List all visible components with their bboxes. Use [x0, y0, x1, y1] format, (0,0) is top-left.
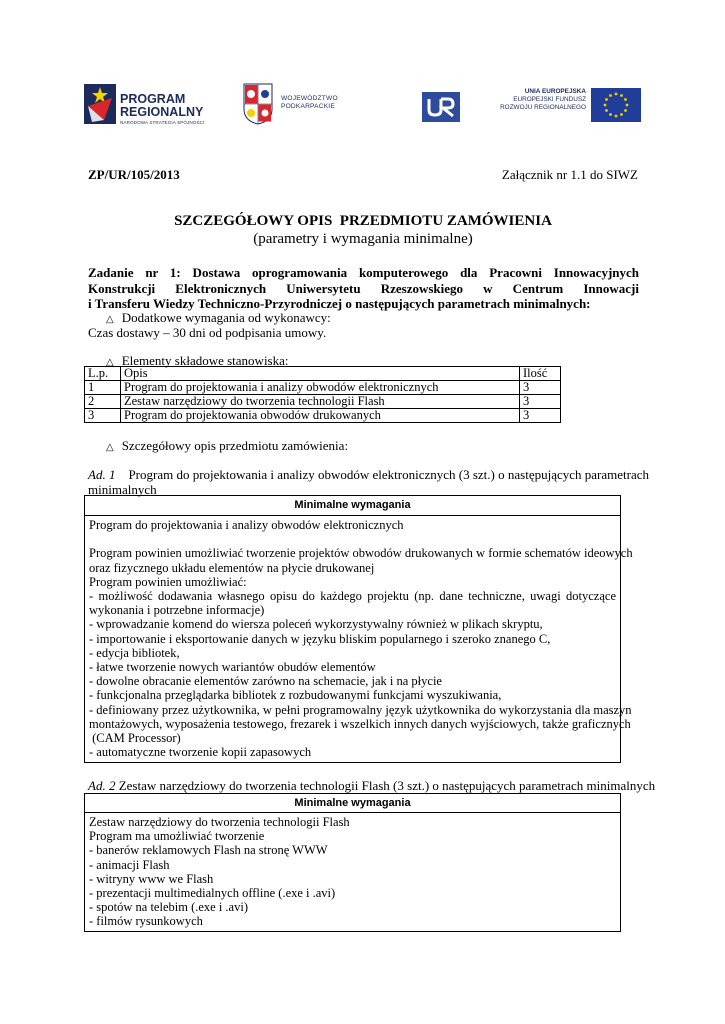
row-lp: 2	[85, 395, 121, 409]
program-logo-line2: REGIONALNY	[120, 105, 204, 119]
eu-flag-icon	[591, 88, 641, 122]
ad1-line: - funkcjonalna przeglądarka bibliotek z rozbudowanymi funkcjami wyszukiwania,	[89, 688, 502, 703]
ad1-box-title: Minimalne wymagania	[85, 496, 620, 516]
ad1-line: - edycja bibliotek,	[89, 645, 180, 660]
coat-of-arms-icon	[243, 83, 273, 125]
bullet-elements-text: Elementy składowe stanowiska:	[121, 353, 289, 368]
ad1-line: Program powinien umożliwiać:	[89, 574, 247, 589]
ad1-line: - wprowadzanie komend do wiersza poleceń wykorzystywalny również w plikach skryptu,	[89, 617, 543, 632]
row-ilosc: 3	[520, 381, 561, 395]
page-subtitle: (parametry i wymagania minimalne)	[253, 231, 473, 247]
col-lp-header: L.p.	[85, 367, 121, 381]
row-opis: Zestaw narzędziowy do tworzenia technologii Flash	[121, 395, 520, 409]
ad1-intro-text: Program do projektowania i analizy obwodów elektronicznych (3 szt.) o następujących parametrach	[128, 467, 649, 482]
ad2-line: - filmów rysunkowych	[89, 914, 203, 929]
ue-line3: ROZWOJU REGIONALNEGO	[500, 104, 586, 111]
ad2-line: Program ma umożliwiać tworzenie	[89, 829, 265, 844]
task-line2: Konstrukcji Elektronicznych Uniwersytetu Rzeszowskiego w Centrum Innowacji	[88, 280, 639, 296]
ad2-box-body	[85, 813, 620, 931]
ad2-line: - banerów reklamowych Flash na stronę WWW	[89, 843, 328, 858]
attachment-label: Załącznik nr 1.1 do SIWZ	[501, 167, 638, 182]
program-logo-line1: PROGRAM	[120, 92, 186, 106]
bullet-icon: △	[106, 314, 114, 325]
bullet-icon: △	[106, 357, 114, 368]
ad1-line: - dowolne obracanie elementów zarówno na schemacie, jak i na płycie	[89, 674, 442, 689]
wojewodztwo-logo	[243, 83, 353, 129]
program-regionalny-emblem-icon	[84, 84, 116, 124]
bullet-additional-text: Dodatkowe wymagania od wykonawcy:	[121, 310, 331, 325]
page-title: SZCZEGÓŁOWY OPIS PRZEDMIOTU ZAMÓWIENIA	[174, 213, 552, 229]
bullet-details-text: Szczegółowy opis przedmiotu zamówienia:	[121, 438, 349, 453]
ad1-line: Program powinien umożliwiać tworzenie projektów obwodów drukowanych w formie schematów ideowych	[89, 546, 633, 561]
ad1-line: - łatwe tworzenie nowych wariantów obudów elementów	[89, 660, 376, 675]
ad1-label: Ad. 1	[88, 467, 116, 482]
ad2-line: - witryny www we Flash	[89, 871, 214, 886]
ad2-line: - prezentacji multimedialnych offline (.exe i .avi)	[89, 886, 336, 901]
ad2-box-title: Minimalne wymagania	[85, 794, 620, 813]
table-header-row	[85, 367, 561, 381]
task-line1: Zadanie nr 1: Dostawa oprogramowania komputerowego dla Pracowni Innowacyjnych	[88, 265, 639, 280]
ur-emblem-icon	[422, 92, 460, 122]
row-lp: 1	[85, 381, 121, 395]
task-line3: i Transferu Wiedzy Techniczno-Przyrodniczej o następujących parametrach minimalnych:	[88, 296, 591, 311]
ur-logo	[422, 92, 460, 122]
ad2-intro-text: Zestaw narzędziowy do tworzenia technologii Flash (3 szt.) o następujących parametrach minimalnych	[118, 778, 656, 793]
ad2-line: Zestaw narzędziowy do tworzenia technologii Flash	[89, 815, 350, 829]
ad2-intro	[88, 778, 655, 793]
table-row	[85, 395, 561, 409]
ad1-line: - importowanie i eksportowanie danych w języku bliskim popularnego i szeroko znanego C,	[89, 631, 551, 646]
row-ilosc: 3	[520, 395, 561, 409]
ad2-label: Ad. 2	[88, 778, 116, 793]
ue-line2: EUROPEJSKI FUNDUSZ	[513, 96, 586, 103]
eu-logo	[496, 88, 641, 122]
ad1-line: - automatyczne tworzenie kopii zapasowych	[89, 745, 312, 760]
ad1-line: montażowych, wyposażenia testowego, frezarek i wszelkich innych danych wyjściowych, także graficznych	[89, 716, 631, 731]
row-lp: 3	[85, 409, 121, 423]
ad1-box-body	[85, 516, 633, 761]
row-ilosc: 3	[520, 409, 561, 423]
table-row	[85, 409, 561, 423]
bullet-icon: △	[106, 442, 114, 453]
ad1-intro-text2: minimalnych	[88, 482, 157, 497]
ad1-line: (CAM Processor)	[89, 731, 181, 746]
ad1-line: - definiowany przez użytkownika, w pełni programowalny język użytkownika do wykorzystania dla maszyn	[89, 702, 632, 717]
ad1-requirements-box	[84, 495, 633, 763]
row-opis: Program do projektowania obwodów drukowanych	[121, 409, 520, 423]
task-description	[88, 265, 639, 312]
ad1-line: - możliwość dodawania własnego opisu do każdego projektu (np. dane techniczne, uwagi dotyczące	[89, 589, 616, 603]
ad1-line: oraz fizycznego układu elementów na płycie drukowanej	[89, 560, 375, 575]
ad2-requirements-box	[84, 793, 621, 932]
ad1-line: wykonania i potrzebne informacje)	[89, 603, 265, 618]
woj-line2: PODKARPACKIE	[281, 103, 335, 110]
ad1-line	[89, 532, 616, 546]
delivery-time: Czas dostawy – 30 dni od podpisania umowy.	[88, 325, 327, 340]
row-opis: Program do projektowania i analizy obwodów elektronicznych	[121, 381, 520, 395]
bullet-details	[106, 438, 348, 455]
woj-line1: WOJEWÓDZTWO	[281, 95, 338, 102]
program-regionalny-logo	[84, 84, 224, 124]
table-row	[85, 381, 561, 395]
document-ref: ZP/UR/105/2013	[88, 167, 180, 182]
ad1-intro	[88, 467, 649, 497]
ad2-line: - spotów na telebim (.exe i .avi)	[89, 900, 248, 915]
elements-table	[84, 366, 561, 423]
col-ilosc-header: Ilość	[520, 367, 561, 381]
ad1-line: Program do projektowania i analizy obwodów elektronicznych	[89, 518, 404, 532]
ad2-line: - animacji Flash	[89, 857, 170, 872]
col-opis-header: Opis	[121, 367, 520, 381]
ue-line1: UNIA EUROPEJSKA	[524, 88, 586, 95]
program-logo-sub: NARODOWA STRATEGIA SPÓJNOŚCI	[120, 120, 205, 125]
